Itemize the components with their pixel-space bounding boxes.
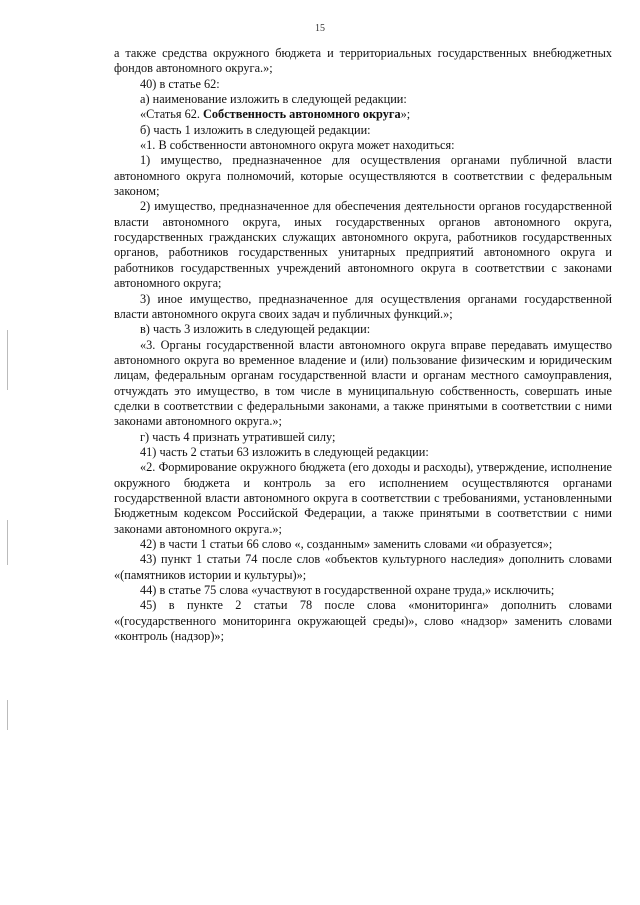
margin-mark <box>7 520 8 565</box>
paragraph: г) часть 4 признать утратившей силу; <box>140 429 336 444</box>
article-title-suffix: »; <box>400 107 411 122</box>
paragraph: 42) в части 1 статьи 66 слово «, созданным» заменить словами «и образуется»; <box>140 537 553 551</box>
paragraph: 45) в пункте 2 статьи 78 после слова «мониторинга» дополнить словами «(государственного мониторинга окружающей среды)», слово «надзор» заменить словами «контроль (надзор)»; <box>114 598 612 644</box>
paragraph: б) часть 1 изложить в следующей редакции: <box>140 122 371 137</box>
article-title-prefix: «Статья 62. <box>140 107 204 122</box>
article-title-bold: Собственность автономного округа <box>203 107 401 122</box>
paragraph: 41) часть 2 статьи 63 изложить в следующей редакции: <box>140 444 429 459</box>
margin-mark <box>7 330 8 390</box>
page-number: 15 <box>315 23 325 34</box>
paragraph: 40) в статье 62: <box>140 76 220 91</box>
paragraph: 3) иное имущество, предназначенное для осуществления органами государственной власти автономного округа своих задач и публичных функций.»; <box>114 291 612 321</box>
paragraph: «1. В собственности автономного округа может находиться: <box>140 138 455 153</box>
paragraph: «3. Органы государственной власти автономного округа вправе передавать имущество автономного округа во временное владение и (или) пользование физическим и юридическим лицам, федеральным органам государственной власти и органам местного самоуправления, отчуждать это имущество, в том числе в муниципальную собственность, совершать иные сделки в соответствии с федеральными законами, а также принятыми в соответствии с ними законами автономного округа.»; <box>114 337 612 429</box>
paragraph: «2. Формирование окружного бюджета (его доходы и расходы), утверждение, исполнение окружного бюджета и контроль за его исполнением осуществляются органами государственной власти автономного округа в соответствии с требованиями, установленными Бюджетным кодексом Российской Федерации, а также принятыми в соответствии с ними законами автономного округа.»; <box>114 460 612 536</box>
paragraph: 2) имущество, предназначенное для обеспечения деятельности органов государственной власти автономного округа, иных государственных органов автономного округа, государственных гражданских служащих автономного округа, работников государственных органов, работников государственных унитарных предприятий автономного округа и работников государственных учреждений автономного округа в соответствии с законами автономного округа; <box>114 199 612 291</box>
margin-mark <box>7 700 8 730</box>
paragraph: а также средства окружного бюджета и территориальных государственных внебюджетных фондов автономного округа.»; <box>114 46 612 76</box>
paragraph: в) часть 3 изложить в следующей редакции: <box>140 322 371 337</box>
paragraph: 44) в статье 75 слова «участвуют в государственной охране труда,» исключить; <box>140 583 555 598</box>
paragraph: а) наименование изложить в следующей редакции: <box>140 92 407 107</box>
document-body <box>114 46 612 644</box>
paragraph: 1) имущество, предназначенное для осуществления органами публичной власти автономного округа полномочий, которые осуществляются в соответствии с федеральным законом; <box>114 153 612 199</box>
paragraph: 43) пункт 1 статьи 74 после слов «объектов культурного наследия» дополнить словами «(памятников истории и культуры)»; <box>114 552 612 582</box>
paragraph-article-title <box>114 107 612 122</box>
